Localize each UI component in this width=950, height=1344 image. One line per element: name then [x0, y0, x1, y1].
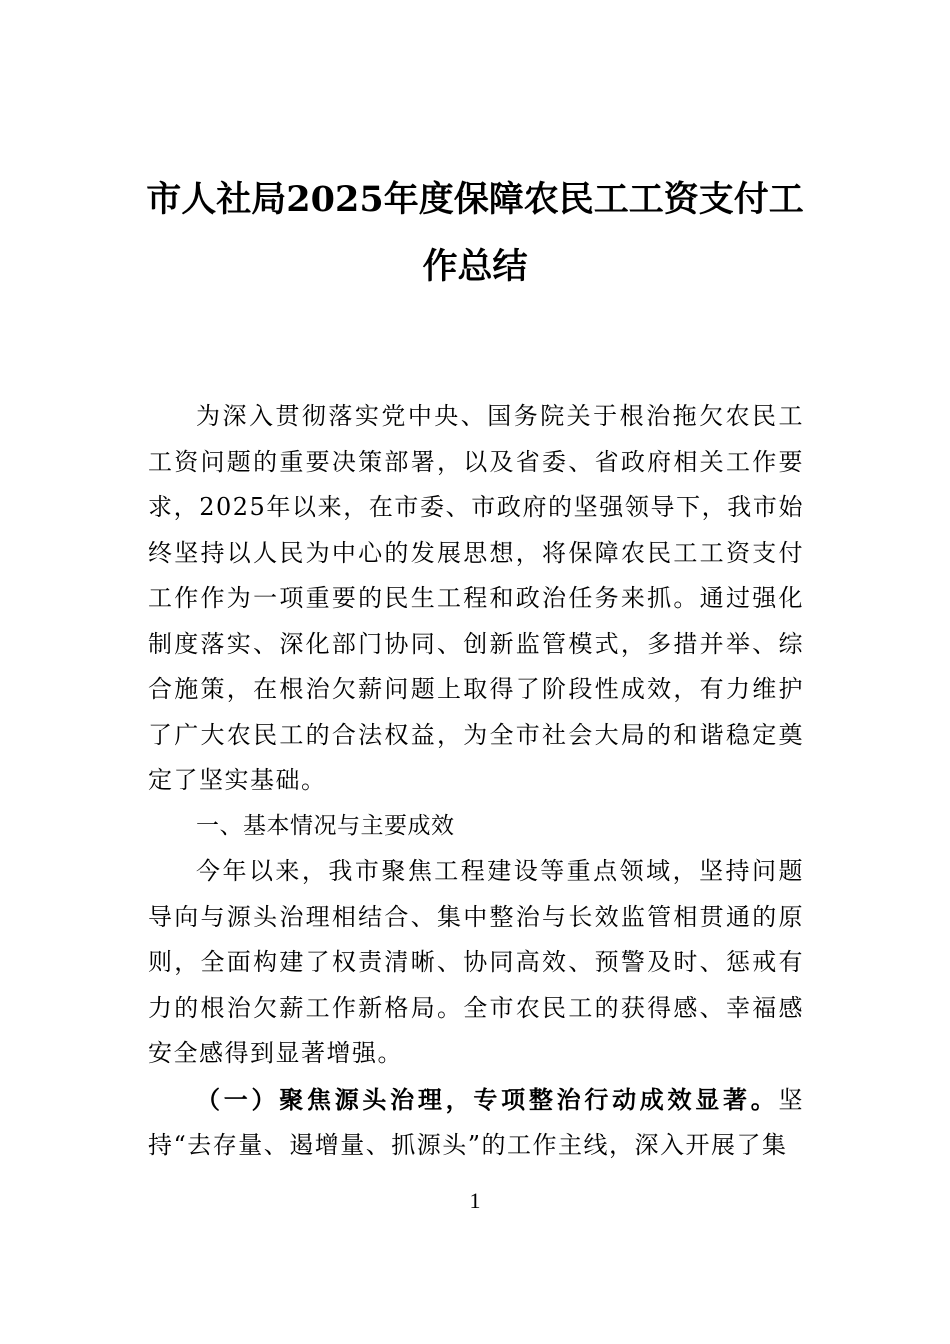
section-heading-1: 一、基本情况与主要成效 — [196, 812, 455, 839]
subsection-1-paragraph — [148, 1077, 804, 1169]
page-number: 1 — [469, 1188, 481, 1213]
document-body — [148, 394, 804, 1169]
subsection-1-text: 坚持“去存量、遏增量、抓源头”的工作主线，深入开展了集 — [148, 1085, 804, 1159]
document-title — [120, 166, 830, 300]
title-line-2: 作总结 — [422, 246, 528, 287]
title-line-1: 市人社局2025年度保障农民工工资支付工 — [146, 179, 804, 220]
section-1-paragraph: 今年以来，我市聚焦工程建设等重点领域，坚持问题导向与源头治理相结合、集中整治与长效监管相贯通的原则，全面构建了权责清晰、协同高效、预警及时、惩戒有力的根治欠薪工作新格局。全市农民工的获得感、幸福感安全感得到显著增强。 — [148, 857, 804, 1067]
subsection-heading-1: （一）聚焦源头治理，专项整治行动成效显著。 — [196, 1084, 779, 1114]
intro-paragraph: 为深入贯彻落实党中央、国务院关于根治拖欠农民工工资问题的重要决策部署，以及省委、省政府相关工作要求，2025年以来，在市委、市政府的坚强领导下，我市始终坚持以人民为中心的发展思想，将保障农民工工资支付工作作为一项重要的民生工程和政治任务来抓。通过强化制度落实、深化部门协同、创新监管模式，多措并举、综合施策，在根治欠薪问题上取得了阶段性成效，有力维护了广大农民工的合法权益，为全市社会大局的和谐稳定奠定了坚实基础。 — [148, 402, 804, 794]
